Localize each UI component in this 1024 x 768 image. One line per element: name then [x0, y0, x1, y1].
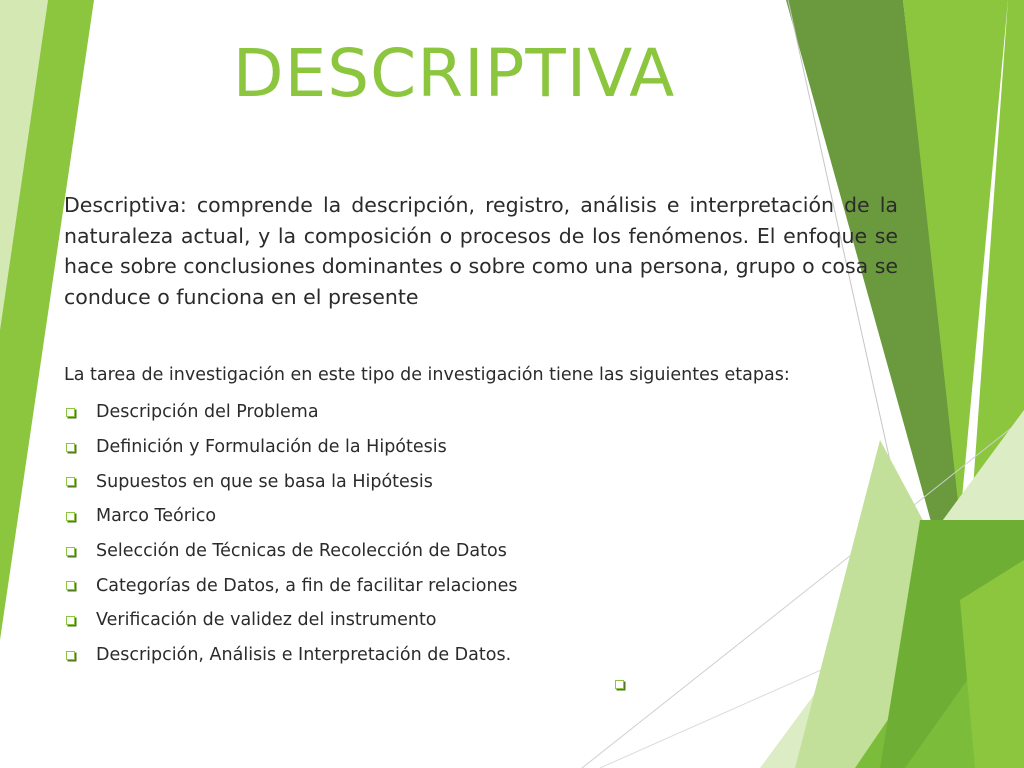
list-item: [64, 638, 517, 673]
list-item-label: Categorías de Datos, a fin de facilitar relaciones: [96, 575, 518, 596]
hollow-square-bullet-icon: [66, 581, 75, 590]
hollow-square-bullet-icon: [66, 408, 75, 417]
list-item-label: Definición y Formulación de la Hipótesis: [96, 437, 447, 458]
list-item: [64, 395, 517, 430]
list-item: [64, 464, 517, 499]
slide-title: DESCRIPTIVA: [232, 35, 676, 112]
list-item-label: Descripción del Problema: [96, 402, 319, 423]
hollow-square-bullet-icon: [66, 547, 75, 556]
hollow-square-bullet-icon: [66, 443, 75, 452]
list-item: [64, 499, 517, 534]
tasks-heading: La tarea de investigación en este tipo de investigación tiene las siguientes etapas:: [64, 365, 790, 385]
list-item: [64, 568, 517, 603]
list-item-label: Descripción, Análisis e Interpretación de Datos.: [96, 645, 512, 666]
hollow-square-bullet-icon: [66, 477, 75, 486]
list-item: [64, 534, 517, 569]
hollow-square-bullet-icon: [66, 616, 75, 625]
list-item-label: Supuestos en que se basa la Hipótesis: [96, 471, 433, 492]
hollow-square-bullet-icon: [66, 512, 75, 521]
list-item-label: Verificación de validez del instrumento: [96, 610, 437, 631]
hollow-square-bullet-icon: [66, 651, 75, 660]
steps-list: [64, 395, 517, 673]
list-item: [64, 430, 517, 465]
intro-paragraph: Descriptiva: comprende la descripción, registro, análisis e interpretación de la naturaleza actual, y la composición o procesos de los fenómenos. El enfoque se hace sobre conclusiones dominantes o sobre como una persona, grupo o cosa se conduce o funciona en el presente: [64, 193, 898, 309]
list-item-label: Marco Teórico: [96, 506, 217, 527]
list-item: [64, 603, 517, 638]
empty-bullet-icon: [615, 680, 624, 689]
list-item-label: Selección de Técnicas de Recolección de Datos: [96, 541, 507, 562]
